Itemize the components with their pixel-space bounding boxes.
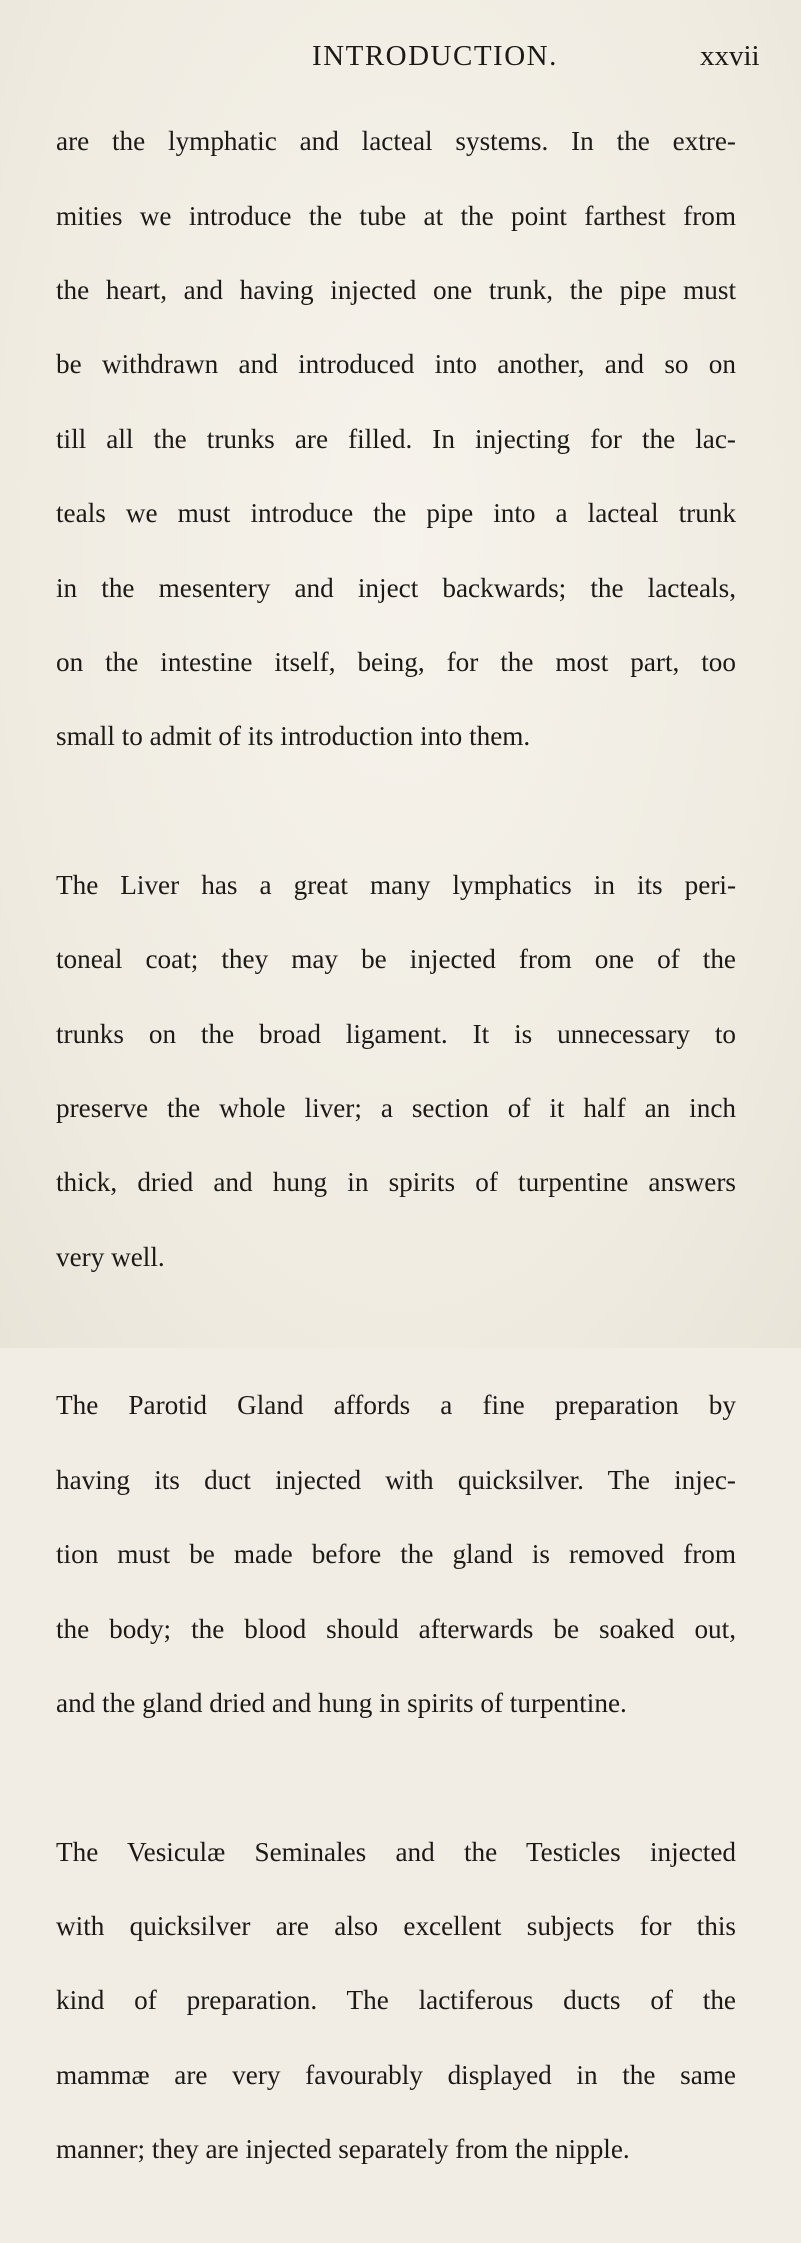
text-line: on the intestine itself, being, for the most part, too xyxy=(56,646,736,677)
chapter-title: INTRODUCTION. xyxy=(312,40,558,72)
text-line: The Vesiculæ Seminales and the Testicles injected xyxy=(56,1836,736,1867)
text-line: be withdrawn and introduced into another, and so on xyxy=(56,349,736,380)
text-line: and the gland dried and hung in spirits of turpentine. xyxy=(56,1688,627,1719)
text-line: the body; the blood should afterwards be soaked out, xyxy=(56,1613,736,1644)
text-line: are the lymphatic and lacteal systems. In the extre- xyxy=(56,126,736,157)
text-line: toneal coat; they may be injected from one of the xyxy=(56,944,736,975)
text-line: in the mesentery and inject backwards; the lacteals, xyxy=(56,572,736,603)
text-line: manner; they are injected separately from the nipple. xyxy=(56,2134,630,2165)
text-line: teals we must introduce the pipe into a lacteal trunk xyxy=(56,498,736,529)
text-line: tion must be made before the gland is removed from xyxy=(56,1539,736,1570)
paragraph-parotid-gland xyxy=(56,1350,736,1759)
page-number: xxvii xyxy=(700,40,760,72)
text-line: The Liver has a great many lymphatics in its peri- xyxy=(56,869,736,900)
text-line: thick, dried and hung in spirits of turpentine answers xyxy=(56,1167,736,1198)
text-line: kind of preparation. The lactiferous ducts of the xyxy=(56,1985,736,2016)
text-line: preserve the whole liver; a section of it half an inch xyxy=(56,1093,736,1124)
running-head xyxy=(0,36,801,76)
text-line: having its duct injected with quicksilver. The injec- xyxy=(56,1464,736,1495)
text-line: small to admit of its introduction into them. xyxy=(56,721,531,752)
text-line: very well. xyxy=(56,1241,165,1272)
text-line: with quicksilver are also excellent subjects for this xyxy=(56,1911,736,1942)
body-text xyxy=(56,86,736,2243)
text-line: mammæ are very favourably displayed in the same xyxy=(56,2059,736,2090)
text-line: till all the trunks are filled. In injecting for the lac- xyxy=(56,423,736,454)
text-line: mities we introduce the tube at the point farthest from xyxy=(56,200,736,231)
paragraph-liver xyxy=(56,830,736,1314)
text-line: The Parotid Gland affords a fine preparation by xyxy=(56,1390,736,1421)
text-line: trunks on the broad ligament. It is unnecessary to xyxy=(56,1018,736,1049)
paragraph-vesiculae-seminales xyxy=(56,1796,736,2205)
paragraph-lymphatic-systems xyxy=(56,86,736,793)
text-line: the heart, and having injected one trunk, the pipe must xyxy=(56,274,736,305)
